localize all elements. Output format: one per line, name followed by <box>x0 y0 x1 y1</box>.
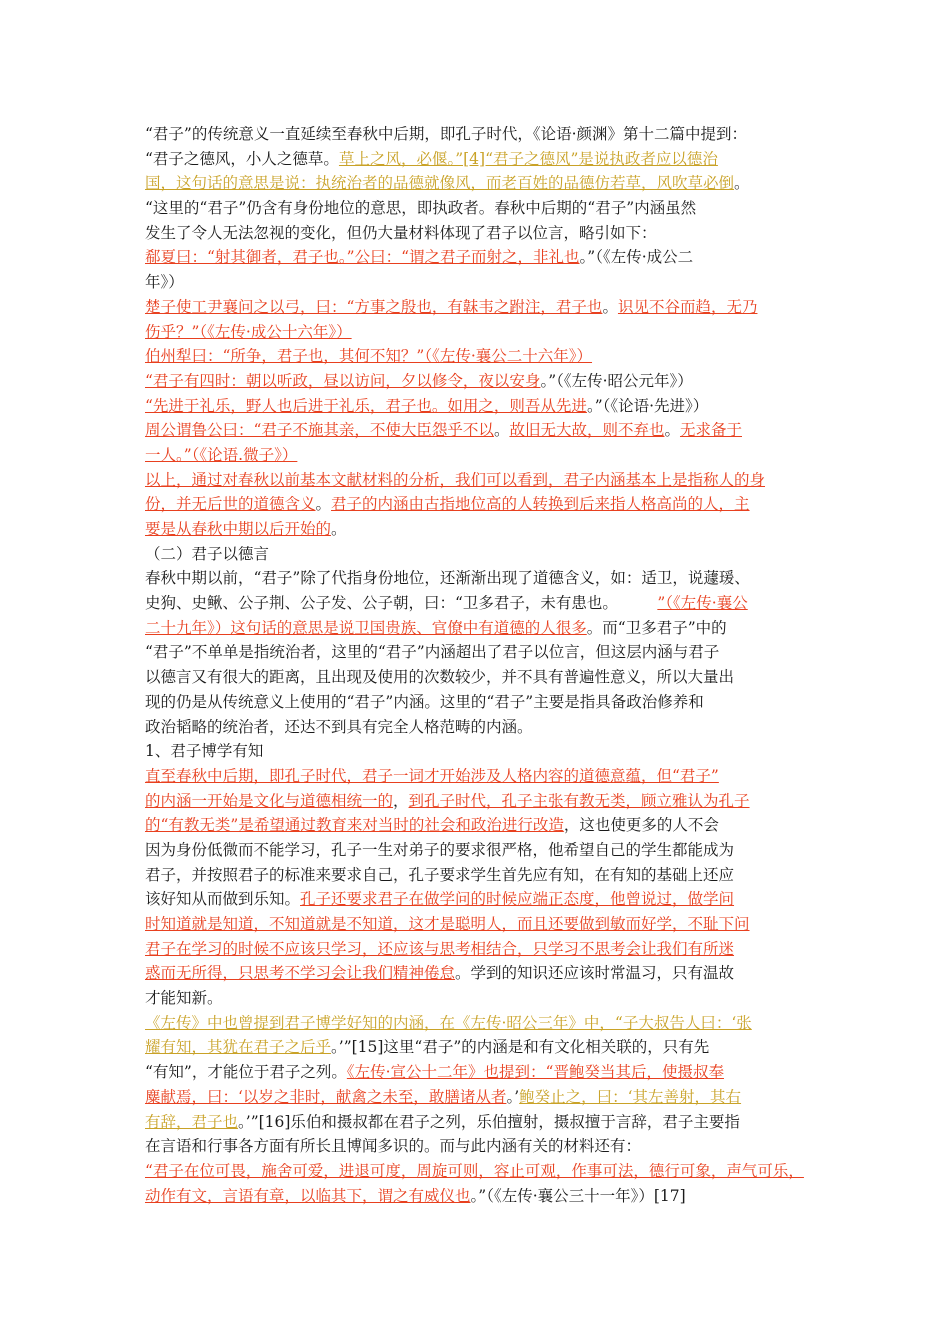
text-line <box>145 1011 812 1036</box>
body-text: 。”（《左传·襄公三十一年》）[17] <box>470 1186 686 1205</box>
text-line <box>145 591 812 616</box>
body-text: （二）君子以德言 <box>145 544 270 563</box>
highlighted-text: “先进于礼乐，野人也后进于礼乐，君子也。如用之，则吾从先进 <box>145 396 587 415</box>
text-line <box>145 1110 812 1135</box>
highlighted-text: 草上之风，必偃。”[4]“君子之德风”是说执政者应以德治 <box>338 149 718 168</box>
text-line <box>145 147 812 172</box>
text-line <box>145 937 812 962</box>
body-text: 年》） <box>145 273 184 292</box>
text-line <box>145 640 812 665</box>
text-line <box>145 912 812 937</box>
highlighted-text: 伤乎？”（《左传·成公十六年》） <box>145 322 352 341</box>
highlighted-text: 直至春秋中后期，即孔子时代，君子一词才开始涉及人格内容的道德意蕴，但“君子” <box>145 766 719 785</box>
text-line <box>145 616 812 641</box>
body-text: “君子”的传统意义一直延续至春秋中后期，即孔子时代，《论语·颜渊》第十二篇中提到： <box>145 125 748 143</box>
body-text: 才能知新。 <box>145 989 223 1008</box>
text-line <box>145 344 812 369</box>
text-line <box>145 1134 812 1159</box>
highlighted-text: 孔子还要求君子在做学问的时候应端正态度，他曾说过，做学问 <box>300 890 735 909</box>
body-text: “君子之德风，小人之德草。 <box>145 149 339 168</box>
body-text: 。”（《左传·成公二 <box>579 248 694 267</box>
highlighted-text: 无求备于 <box>679 421 742 440</box>
body-text: 。而“卫多君子”中的 <box>586 618 727 637</box>
text-line <box>145 171 812 196</box>
highlighted-text: 鲍癸止之，曰：‘其左善射，其右 <box>519 1087 742 1106</box>
body-text: 君子，并按照君子的标准来要求自己，孔子要求学生首先应有知，在有知的基础上还应 <box>145 865 735 884</box>
highlighted-text: 一人。”（《论语.微子》） <box>145 445 298 464</box>
body-text: 。 <box>331 520 347 538</box>
text-line <box>145 221 812 246</box>
body-text: 史狗、史鳅、公子荆、公子发、公子朝，曰：“卫多君子，未有患也。 <box>145 594 658 613</box>
highlighted-text: 动作有文，言语有章，以临其下，谓之有威仪也 <box>145 1186 471 1205</box>
body-text: 。’”[15]这里“君子”的内涵是和有文化相关联的，只有先 <box>331 1038 710 1057</box>
body-text: 政治韬略的统治者，还达不到具有完全人格范畴的内涵。 <box>145 717 533 736</box>
text-line <box>145 492 812 517</box>
body-text: 。’ <box>506 1087 520 1106</box>
body-text: 春秋中期以前，“君子”除了代指身份地位，还渐渐出现了道德含义，如：适卫，说蘧瑗、 <box>145 569 750 588</box>
highlighted-text: 识见不谷而趋，无乃 <box>617 297 758 316</box>
highlighted-text: 要是从春秋中期以后开始的 <box>145 520 332 538</box>
body-text: 。学到的知识还应该时常温习，只有温故 <box>455 964 735 983</box>
text-line <box>145 1035 812 1060</box>
text-line <box>145 863 812 888</box>
body-text: ， <box>393 791 409 810</box>
highlighted-text: 国，这句话的意思是说：执统治者的品德就像风，而老百姓的品德仿若草，风吹草必倒 <box>145 174 735 193</box>
highlighted-text: 份，并无后世的道德含义 <box>145 495 316 514</box>
body-text: “君子”不单单是指统治者，这里的“君子”内涵超出了君子以位言，但这层内涵与君子 <box>145 643 720 662</box>
body-text: 。 <box>493 421 510 440</box>
text-line <box>145 715 812 740</box>
body-text: 。”（《左传·昭公元年》） <box>540 371 693 390</box>
body-text: 在言语和行事各方面有所长且博闻多识的。而与此内涵有关的材料还有： <box>145 1137 642 1156</box>
body-text: 现的仍是从传统意义上使用的“君子”内涵。这里的“君子”主要是指具备政治修养和 <box>145 692 704 711</box>
highlighted-text: “君子在位可畏，施舍可爱，进退可度，周旋可则，容止可观，作事可法，德行可象，声气可乐， <box>145 1161 804 1180</box>
text-line <box>145 270 812 295</box>
highlighted-text: 到孔子时代，孔子主张有教无类，顾立雅认为孔子 <box>408 791 750 810</box>
highlighted-text: 的“有教无类”是希望通过教育来对当时的社会和政治进行改造 <box>145 816 564 835</box>
highlighted-text: 《左传》中也曾提到君子博学好知的内涵，在《左传·昭公三年》中，“子大叔告人曰：‘张 <box>145 1013 752 1032</box>
text-line <box>145 739 812 764</box>
body-text: 。”（《论语·先进》） <box>586 396 709 415</box>
highlighted-text: 惑而无所得，只思考不学习会让我们精神倦怠 <box>145 964 456 983</box>
text-line <box>145 295 812 320</box>
text-line <box>145 1184 812 1209</box>
text-line <box>145 1060 812 1085</box>
highlighted-text: 的内涵一开始是文化与道德相统一的 <box>145 791 394 810</box>
body-text: 以德言又有很大的距离，且出现及使用的次数较少，并不具有普遍性意义，所以大量出 <box>145 668 735 687</box>
text-line <box>145 320 812 345</box>
highlighted-text: “君子有四时：朝以听政，昼以访问，夕以修令，夜以安身 <box>145 371 541 390</box>
body-text: 。’”[16]乐伯和摄叔都在君子之列，乐伯擅射，摄叔擅于言辞，君子主要指 <box>238 1112 740 1131</box>
highlighted-text: 故旧无大故，则不弃也 <box>509 421 665 440</box>
text-line <box>145 443 812 468</box>
text-line <box>145 887 812 912</box>
highlighted-text: 《左传·宣公十二年》也提到：“晋鲍癸当其后，使摄叔奉 <box>346 1063 724 1082</box>
body-text: 。 <box>602 297 618 316</box>
text-line <box>145 245 812 270</box>
text-line <box>145 369 812 394</box>
highlighted-text: 君子在学习的时候不应该只学习，还应该与思考相结合，只学习不思考会让我们有所迷 <box>145 939 735 958</box>
highlighted-text: 伯州犁曰：“所争，君子也，其何不知？”（《左传·襄公二十六年》） <box>145 347 593 366</box>
text-line <box>145 394 812 419</box>
text-line <box>145 838 812 863</box>
text-line <box>145 517 812 542</box>
body-text: ，这也使更多的人不会 <box>563 816 719 835</box>
highlighted-text: 二十九年》）这句话的意思是说卫国贵族、官僚中有道德的人很多 <box>145 618 587 637</box>
highlighted-text: 周公谓鲁公曰：“君子不施其亲，不使大臣怨乎不以 <box>145 421 494 440</box>
text-line <box>145 468 812 493</box>
text-line <box>145 789 812 814</box>
body-text: 1、君子博学有知 <box>145 742 264 761</box>
body-text: 因为身份低微而不能学习，孔子一生对弟子的要求很严格，他希望自己的学生都能成为 <box>145 840 735 859</box>
text-line <box>145 813 812 838</box>
text-line <box>145 690 812 715</box>
body-text: “这里的“君子”仍含有身份地位的意思，即执政者。春秋中后期的“君子”内涵虽然 <box>145 199 697 218</box>
text-line <box>145 566 812 591</box>
text-line <box>145 764 812 789</box>
highlighted-text: 麋献焉，曰：‘以岁之非时，献禽之未至，敢膳诸从者 <box>145 1087 507 1106</box>
body-text: 。 <box>734 174 750 193</box>
body-text: “有知”，才能位于君子之列。 <box>145 1063 347 1082</box>
text-line <box>145 986 812 1011</box>
highlighted-text: 时知道就是知道，不知道就是不知道，这才是聪明人，而且还要做到敏而好学，不耻下问 <box>145 915 750 933</box>
text-line <box>145 665 812 690</box>
body-text: 。 <box>315 495 332 514</box>
text-line <box>145 1085 812 1110</box>
text-line <box>145 542 812 567</box>
highlighted-text: 楚子使工尹襄问之以弓，曰：“方事之殷也，有韎韦之跗注，君子也 <box>145 297 603 316</box>
body-text: 该好知从而做到乐知。 <box>145 890 301 909</box>
text-line <box>145 1159 812 1184</box>
text-line <box>145 418 812 443</box>
text-line <box>145 122 812 147</box>
body-text: 。 <box>664 421 680 440</box>
highlighted-text: 耀有知，其犹在君子之后乎 <box>145 1038 332 1057</box>
highlighted-text: 以上，通过对春秋以前基本文献材料的分析，我们可以看到，君子内涵基本上是指称人的身 <box>145 470 766 489</box>
highlighted-text: 郗夏曰：“射其御者，君子也。”公曰：“谓之君子而射之，非礼也 <box>145 248 580 267</box>
body-text: 发生了令人无法忽视的变化，但仍大量材料体现了君子以位言，略引如下： <box>145 223 657 242</box>
text-line <box>145 961 812 986</box>
highlighted-text: ”（《左传·襄公 <box>657 594 748 613</box>
highlighted-text: 有辞，君子也 <box>145 1112 239 1131</box>
highlighted-text: 君子的内涵由古指地位高的人转换到后来指人格高尚的人，主 <box>331 495 750 514</box>
text-line <box>145 196 812 221</box>
